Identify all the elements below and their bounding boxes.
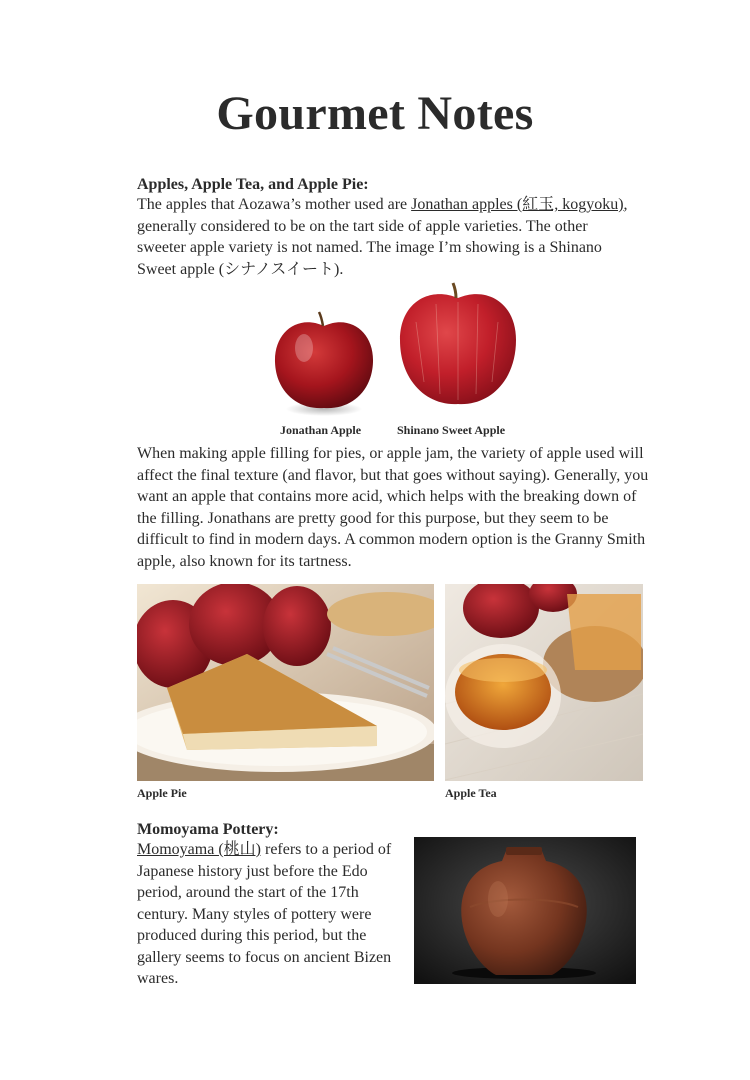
bizen-pot-image	[414, 837, 636, 984]
shinano-sweet-apple-image	[396, 282, 520, 410]
caption-apple-pie: Apple Pie	[137, 786, 187, 800]
section-heading-pottery: Momoyama Pottery:	[137, 821, 279, 838]
jonathan-apples-link[interactable]: Jonathan apples (紅玉, kogyoku)	[411, 196, 624, 213]
section-heading-apples: Apples, Apple Tea, and Apple Pie:	[137, 176, 369, 193]
pottery-text: refers to a period of Japanese history just before the Edo period, around the start of the 17th century. Many styles of pottery were produced during this period, but the gallery seems to focus on ancient Bizen wares.	[137, 841, 392, 987]
pottery-paragraph	[137, 839, 402, 990]
caption-jonathan-apple: Jonathan Apple	[280, 423, 362, 437]
apple-pie-image	[137, 584, 434, 781]
caption-shinano-sweet-apple: Shinano Sweet Apple	[397, 423, 506, 437]
page-title: Gourmet Notes	[216, 87, 534, 140]
jonathan-apple-image	[268, 308, 380, 418]
apple-tea-image	[445, 584, 643, 781]
momoyama-link[interactable]: Momoyama (桃山)	[137, 841, 261, 858]
apples-intro-paragraph	[137, 194, 637, 280]
apples-intro-text: The apples that Aozawa’s mother used are	[137, 196, 412, 213]
caption-apple-tea: Apple Tea	[445, 786, 497, 800]
apple-filling-paragraph: When making apple filling for pies, or apple jam, the variety of apple used will affect the final texture (and flavor, but that goes without saying). Generally, you want an apple that contains more acid, which helps with the breaking down of the filling. Jonathans are pretty good for this purpose, but they seem to be difficult to find in modern days. A common modern option is the Granny Smith apple, also known for its tartness.	[137, 445, 649, 570]
apples-intro-text-rest: , generally considered to be on the tart side of apple varieties. The other sweeter apple variety is not named. The image I’m showing is a Shinano Sweet apple (シナノスイート).	[137, 196, 628, 278]
